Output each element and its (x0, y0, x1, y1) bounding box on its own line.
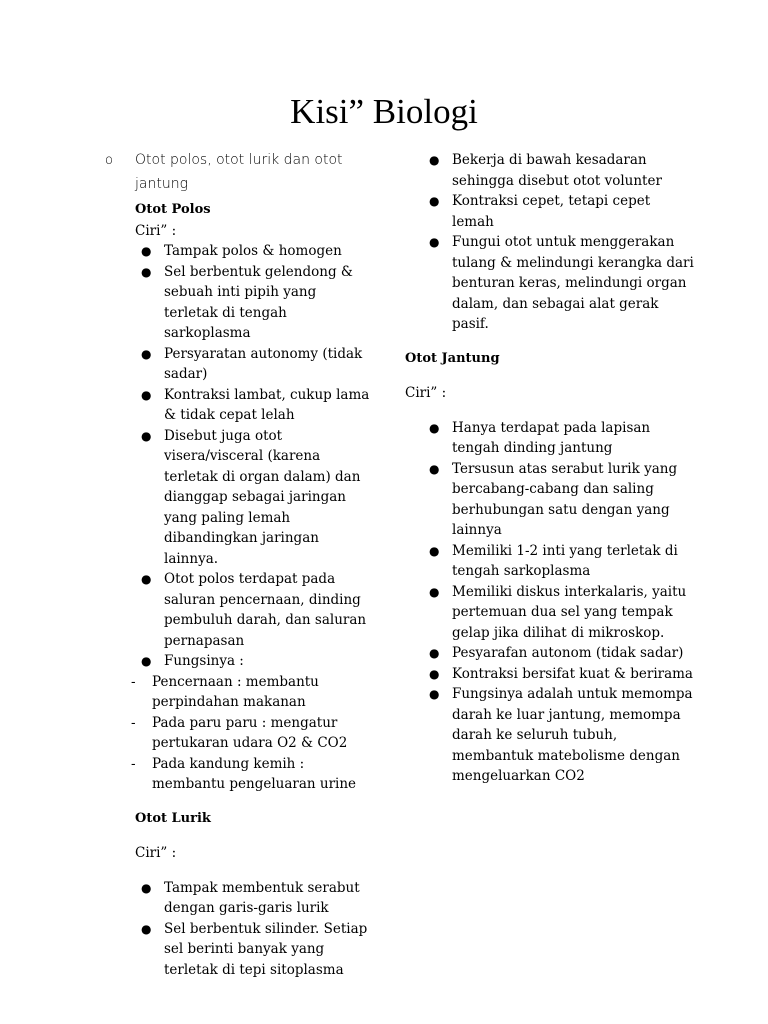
bullet-icon: ● (429, 584, 440, 599)
list-item (405, 643, 695, 664)
list-item-text: Pencernaan : membantu perpindahan makanan (152, 673, 319, 710)
list-item (405, 191, 695, 232)
list-item-text: Sel berbentuk silinder. Setiap sel berinti banyak yang terletak di tepi sitoplasma (164, 920, 368, 978)
list-item-text: Kontraksi lambat, cukup lama & tidak cepat lelah (164, 386, 370, 423)
list-item (405, 541, 695, 582)
list-item (105, 919, 370, 981)
bullet-icon: ● (429, 194, 440, 208)
bullet-icon: ● (429, 687, 440, 701)
bullet-icon: ● (429, 461, 440, 476)
dash-icon: - (131, 714, 136, 731)
list-item-text: Bekerja di bawah kesadaran sehingga disebut otot volunter (452, 152, 662, 189)
list-item (105, 651, 370, 672)
otot-polos-section (105, 200, 370, 241)
bullet-icon: ● (141, 346, 152, 361)
topic-line (105, 148, 370, 196)
list-item (105, 754, 370, 795)
list-item-text: Otot polos terdapat pada saluran pencernaan, dinding pembuluh darah, dan saluran pernapasan (164, 571, 367, 649)
list-item-text: Hanya terdapat pada lapisan tengah dinding jantung (452, 419, 651, 456)
list-item (105, 426, 370, 570)
bullet-icon: ● (429, 646, 440, 660)
list-item-text: Tersusun atas serabut lurik yang bercabang-cabang dan saling berhubungan satu dengan yang lainnya (452, 460, 678, 538)
list-item (405, 459, 695, 541)
list-item-text: Kontraksi bersifat kuat & berirama (452, 665, 693, 682)
otot-jantung-heading: Otot Jantung (405, 350, 500, 366)
list-item-text: Sel berbentuk gelendong & sebuah inti pipih yang terletak di tengah sarkoplasma (164, 263, 353, 341)
list-item (105, 344, 370, 385)
bullet-icon: ● (141, 387, 152, 402)
list-item (105, 262, 370, 344)
page-title: Kisi” Biologi (290, 92, 478, 131)
list-item (105, 241, 370, 262)
otot-jantung-ciri-label: Ciri” : (405, 385, 447, 401)
bullet-icon: ● (429, 153, 440, 167)
list-item (405, 582, 695, 644)
list-item-text: Pada kandung kemih : membantu pengeluaran urine (152, 755, 357, 792)
list-item-text: Fungui otot untuk menggerakan tulang & melindungi kerangka dari benturan keras, melindungi organ dalam, dan sebagai alat gerak pasif. (452, 234, 694, 332)
circle-bullet-icon: o (105, 153, 113, 168)
otot-polos-ciri-label: Ciri” : (135, 222, 177, 239)
dash-icon: - (131, 673, 136, 690)
list-item-text: Fungsinya adalah untuk memompa darah ke luar jantung, memompa darah ke seluruh tubuh, membantuk matebolisme dengan mengeluarkan CO2 (452, 686, 693, 784)
bullet-icon: ● (141, 654, 152, 668)
list-item-text: Kontraksi cepet, tetapi cepet lemah (452, 193, 651, 230)
list-item (105, 672, 370, 713)
fungsi-dash-list (105, 672, 370, 795)
list-item (405, 418, 695, 459)
list-item-text: Disebut juga otot visera/visceral (karena terletak di organ dalam) dan dianggap sebagai jaringan yang paling lemah dibandingkan jaringan lainnya. (164, 427, 361, 567)
list-item (105, 569, 370, 651)
list-item (105, 385, 370, 426)
otot-lurik-ciri-label: Ciri” : (135, 845, 177, 861)
otot-lurik-continued-list (405, 150, 695, 335)
topic-text: Otot polos, otot lurik dan otot jantung (135, 152, 343, 192)
list-item-text: Persyaratan autonomy (tidak sadar) (164, 345, 363, 382)
bullet-icon: ● (141, 880, 152, 895)
list-item (105, 713, 370, 754)
otot-polos-bullet-list (105, 241, 370, 672)
otot-lurik-section (105, 809, 370, 864)
bullet-icon: ● (429, 420, 440, 435)
list-item (105, 878, 370, 919)
otot-jantung-bullet-list (405, 418, 695, 787)
list-item (405, 150, 695, 191)
list-item-text: Tampak polos & homogen (164, 243, 342, 259)
list-item-text: Tampak membentuk serabut dengan garis-garis lurik (164, 879, 360, 916)
list-item-text: Memiliki diskus interkalaris, yaitu pertemuan dua sel yang tempak gelap jika dilihat di mikroskop. (452, 583, 687, 641)
otot-lurik-heading: Otot Lurik (135, 810, 211, 826)
bullet-icon: ● (141, 428, 152, 443)
right-column (405, 150, 695, 787)
list-item-text: Memiliki 1-2 inti yang terletak di tengah sarkoplasma (452, 542, 678, 579)
dash-icon: - (131, 755, 136, 772)
bullet-icon: ● (429, 543, 440, 558)
bullet-icon: ● (141, 264, 152, 279)
otot-polos-heading: Otot Polos (135, 202, 211, 217)
list-item-text: Pesyarafan autonom (tidak sadar) (452, 645, 684, 661)
list-item (405, 664, 695, 685)
otot-lurik-bullet-list (105, 878, 370, 981)
bullet-icon: ● (141, 921, 152, 936)
list-item (405, 232, 695, 335)
list-item-text: Pada paru paru : mengatur pertukaran udara O2 & CO2 (152, 714, 348, 751)
bullet-icon: ● (429, 666, 440, 681)
bullet-icon: ● (429, 235, 440, 249)
bullet-icon: ● (141, 572, 152, 586)
left-column (105, 148, 370, 980)
bullet-icon: ● (141, 244, 152, 258)
list-item (405, 684, 695, 787)
list-item-text: Fungsinya : (164, 653, 244, 669)
